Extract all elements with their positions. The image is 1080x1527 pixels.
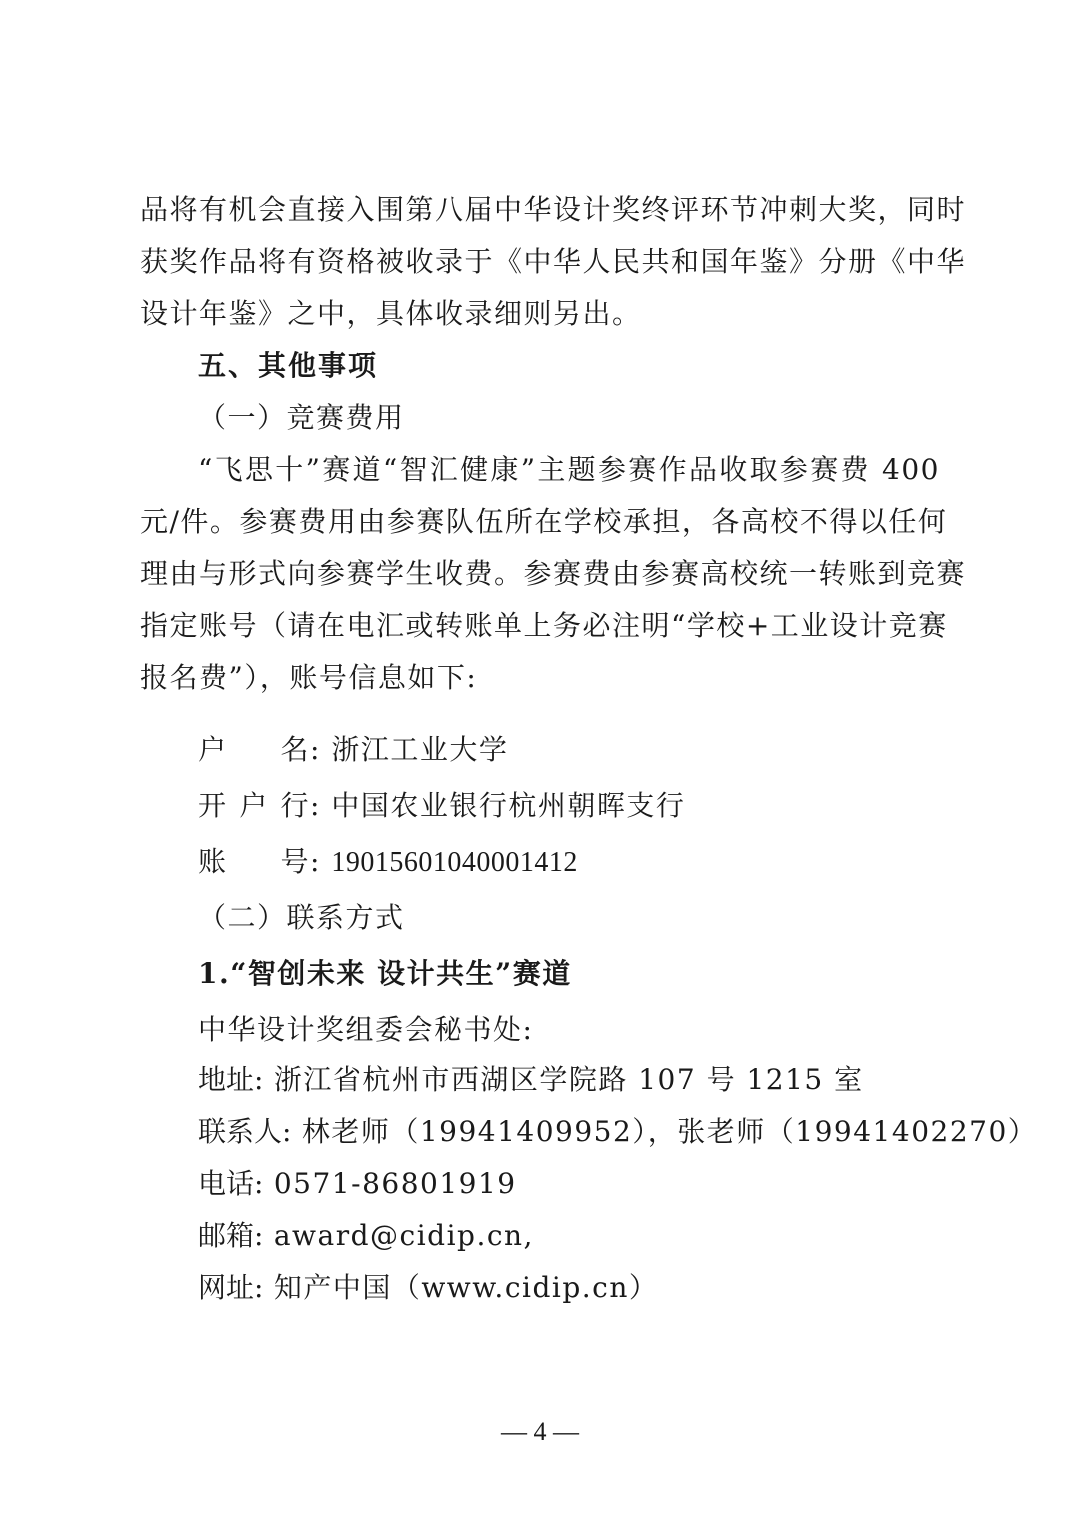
email-row xyxy=(198,1216,940,1256)
fees-paragraph-line-5: 报名费”），账号信息如下: xyxy=(140,661,478,694)
page-number: — 4 — xyxy=(501,1417,579,1446)
awards-paragraph-line-1: 品将有机会直接入围第八届中华设计奖终评环节冲刺大奖，同时 xyxy=(140,193,967,226)
phone-value: 0571-86801919 xyxy=(273,1167,517,1200)
fees-paragraph-line-1: “飞思十”赛道“智汇健康”主题参赛作品收取参赛费 400 xyxy=(198,453,940,486)
awards-paragraph-line-3: 设计年鉴》之中，具体收录细则另出。 xyxy=(140,297,642,330)
phone-label: 电话: xyxy=(198,1167,264,1200)
account-number-value: 19015601040001412 xyxy=(331,847,578,878)
fees-subtitle: （一）竞赛费用 xyxy=(198,401,405,434)
phone-row xyxy=(198,1164,940,1204)
account-bank-colon: : xyxy=(310,789,321,822)
awards-paragraph-line-2: 获奖作品将有资格被收录于《中华人民共和国年鉴》分册《中华 xyxy=(140,245,967,278)
email-link[interactable]: award@cidip.cn, xyxy=(273,1219,534,1252)
account-name-row xyxy=(198,730,940,770)
account-bank-row xyxy=(198,786,940,826)
track-title: 1.“智创未来 设计共生”赛道 xyxy=(198,957,572,990)
contact-subtitle: （二）联系方式 xyxy=(198,901,405,934)
contact-person-row xyxy=(198,1112,1038,1152)
account-number-row xyxy=(198,842,940,883)
contact-person-value: 林老师（19941409952），张老师（19941402270） xyxy=(301,1115,1038,1148)
email-label: 邮箱: xyxy=(198,1219,264,1252)
contact-person-label: 联系人: xyxy=(198,1115,292,1148)
fees-paragraph-line-3: 理由与形式向参赛学生收费。参赛费由参赛高校统一转账到竞赛 xyxy=(140,557,967,590)
fees-paragraph-line-4: 指定账号（请在电汇或转账单上务必注明“学校+工业设计竞赛 xyxy=(140,609,948,642)
fees-paragraph-line-2: 元/件。参赛费用由参赛队伍所在学校承担，各高校不得以任何 xyxy=(140,505,948,538)
website-link[interactable]: 知产中国（www.cidip.cn） xyxy=(273,1271,659,1304)
organizer-name: 中华设计奖组委会秘书处: xyxy=(198,1013,534,1046)
account-number-colon: : xyxy=(310,845,321,878)
account-name-colon: : xyxy=(310,733,321,766)
address-row xyxy=(198,1060,940,1100)
account-bank-label: 开户行 xyxy=(198,789,310,822)
address-label: 地址: xyxy=(198,1063,264,1096)
account-name-value: 浙江工业大学 xyxy=(331,733,509,766)
account-name-label: 户 名 xyxy=(198,733,310,766)
account-bank-value: 中国农业银行杭州朝晖支行 xyxy=(331,789,686,822)
website-row xyxy=(198,1268,940,1308)
website-label: 网址: xyxy=(198,1271,264,1304)
account-number-label: 账 号 xyxy=(198,845,310,878)
address-value: 浙江省杭州市西湖区学院路 107 号 1215 室 xyxy=(273,1063,864,1096)
section-five-heading: 五、其他事项 xyxy=(198,349,379,382)
